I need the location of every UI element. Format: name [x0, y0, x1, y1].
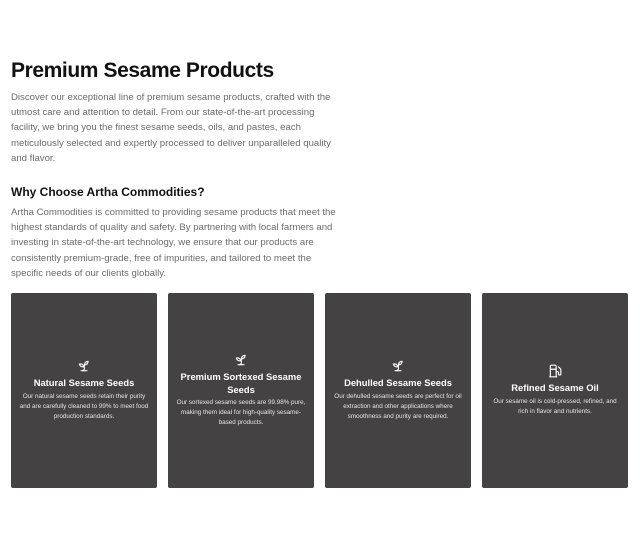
card-description: Our sortexed sesame seeds are 99.98% pure, making them ideal for high-quality sesame-based products. [176, 399, 306, 426]
sprout-icon [391, 359, 405, 373]
product-card-natural-sesame-seeds[interactable] [11, 293, 157, 488]
page-content [11, 58, 631, 281]
product-card-premium-sortexed-sesame-seeds[interactable] [168, 293, 314, 488]
why-choose-heading: Why Choose Artha Commodities? [11, 185, 205, 200]
intro-paragraph: Discover our exceptional line of premium sesame products, crafted with the utmost care and attention to detail. From our state-of-the-art processing facility, we bring you the finest sesame seeds, oils, and pastes, each meticulously selected and expertly processed to deliver unparalleled quality and flavor. [11, 92, 331, 164]
sprout-icon [77, 359, 91, 373]
card-title: Refined Sesame Oil [511, 382, 599, 394]
card-description: Our dehulled sesame seeds are perfect for oil extraction and other applications where smoothness and purity are required. [334, 392, 462, 420]
card-title: Natural Sesame Seeds [33, 377, 135, 389]
card-title: Premium Sortexed Sesame Seeds [180, 371, 302, 395]
sprout-icon [234, 353, 248, 367]
why-choose-paragraph: Artha Commodities is committed to providing sesame products that meet the highest standards of quality and safety. By partnering with local farmers and investing in state-of-the-art technology, we ensure that our products are consistently premium-grade, free of impurities, and tailored to meet the specific needs of our clients globally. [11, 207, 336, 279]
card-description: Our natural sesame seeds retain their purity and are carefully cleaned to 99% to meet food production standards. [19, 392, 149, 420]
product-card-dehulled-sesame-seeds[interactable] [325, 293, 471, 488]
card-title: Dehulled Sesame Seeds [344, 377, 452, 389]
card-description: Our sesame oil is cold-pressed, refined, and rich in flavor and nutrients. [493, 397, 617, 415]
product-card-refined-sesame-oil[interactable] [482, 293, 628, 488]
page-title: Premium Sesame Products [11, 59, 274, 82]
product-cards [11, 293, 630, 488]
fuel-icon [548, 364, 562, 378]
